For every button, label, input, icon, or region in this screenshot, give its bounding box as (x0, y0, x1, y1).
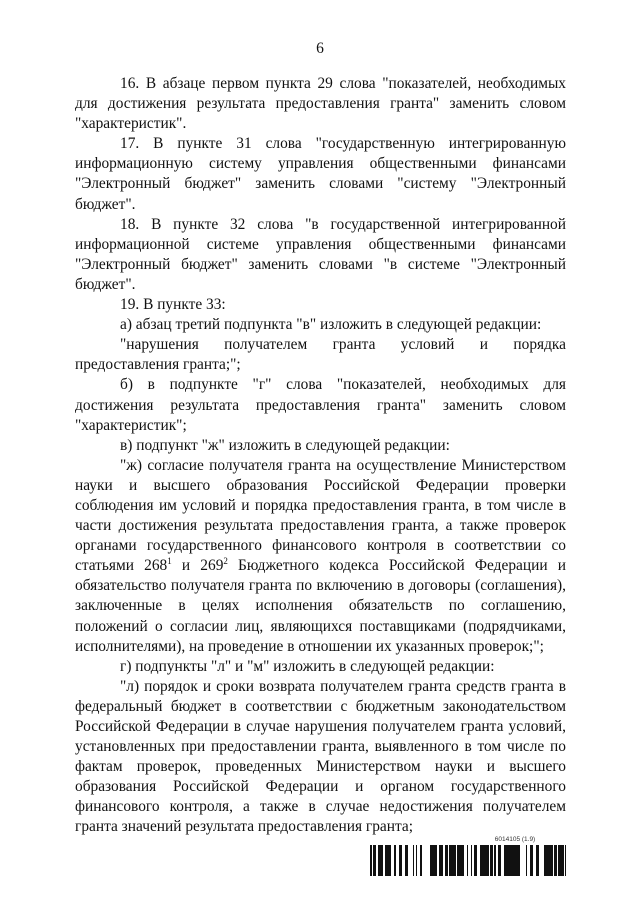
paragraph-17: 17. В пункте 31 слова "государственную интегрированную информационную систему управления общественными финансами "Электронный бюджет" заменить словами "систему "Электронный бюджет". (75, 135, 566, 213)
page-number: 6 (316, 40, 324, 57)
barcode-label: 6014105 (1.9) (494, 836, 536, 843)
paragraph-16: 16. В абзаце первом пункта 29 слова "показателей, необходимых для достижения результата предоставления гранта" заменить словом "характеристик". (75, 75, 566, 133)
subparagraph-b: б) в подпункте "г" слова "показателей, необходимых для достижения результата предоставления гранта" заменить словом "характеристик"; (75, 376, 566, 434)
subparagraph-g: г) подпункты "л" и "м" изложить в следующей редакции: (120, 657, 495, 675)
paragraph-19: 19. В пункте 33: (120, 296, 226, 314)
barcode-image (370, 845, 566, 876)
subparagraph-v-quote: "ж) согласие получателя гранта на осуществление Министерством науки и высшего образования Российской Федерации проверки соблюдения им условий и порядка предоставления гранта, в том числе в части достижения результата предоставления гранта, а также проверок органами государственного финансового контроля в соответствии со статьями $268^1$ и $269^2$ Бюджетного кодекса Российской Федерации и обязательство получателя гранта по включению в договоры (соглашения), заключенные в целях исполнения обязательств по соглашению, положений о согласии лиц, являющихся поставщиками (подрядчиками, исполнителями), на проведение в отношении их указанных проверок;"; (75, 456, 566, 655)
subparagraph-g-quote: "л) порядок и сроки возврата получателем гранта средств гранта в федеральный бюджет в соответствии с бюджетным законодательством Российской Федерации в случае нарушения получателем гранта условий, установленных при предоставлении гранта, выявленного в том числе по фактам проверок, проведенных Министерством науки и высшего образования Российской Федерации и органом государственного финансового контроля, а также в случае недостижения получателем гранта значений результата предоставления гранта; (75, 677, 566, 836)
subparagraph-v: в) подпункт "ж" изложить в следующей редакции: (120, 436, 450, 454)
subparagraph-a-quote: "нарушения получателем гранта условий и порядка предоставления гранта;"; (75, 336, 566, 374)
document-body (75, 74, 566, 838)
subparagraph-a: а) абзац третий подпункта "в" изложить в следующей редакции: (120, 316, 542, 334)
paragraph-18: 18. В пункте 32 слова "в государственной интегрированной информационной системе управления общественными финансами "Электронный бюджет" заменить словами "в системе "Электронный бюджет". (75, 215, 566, 293)
